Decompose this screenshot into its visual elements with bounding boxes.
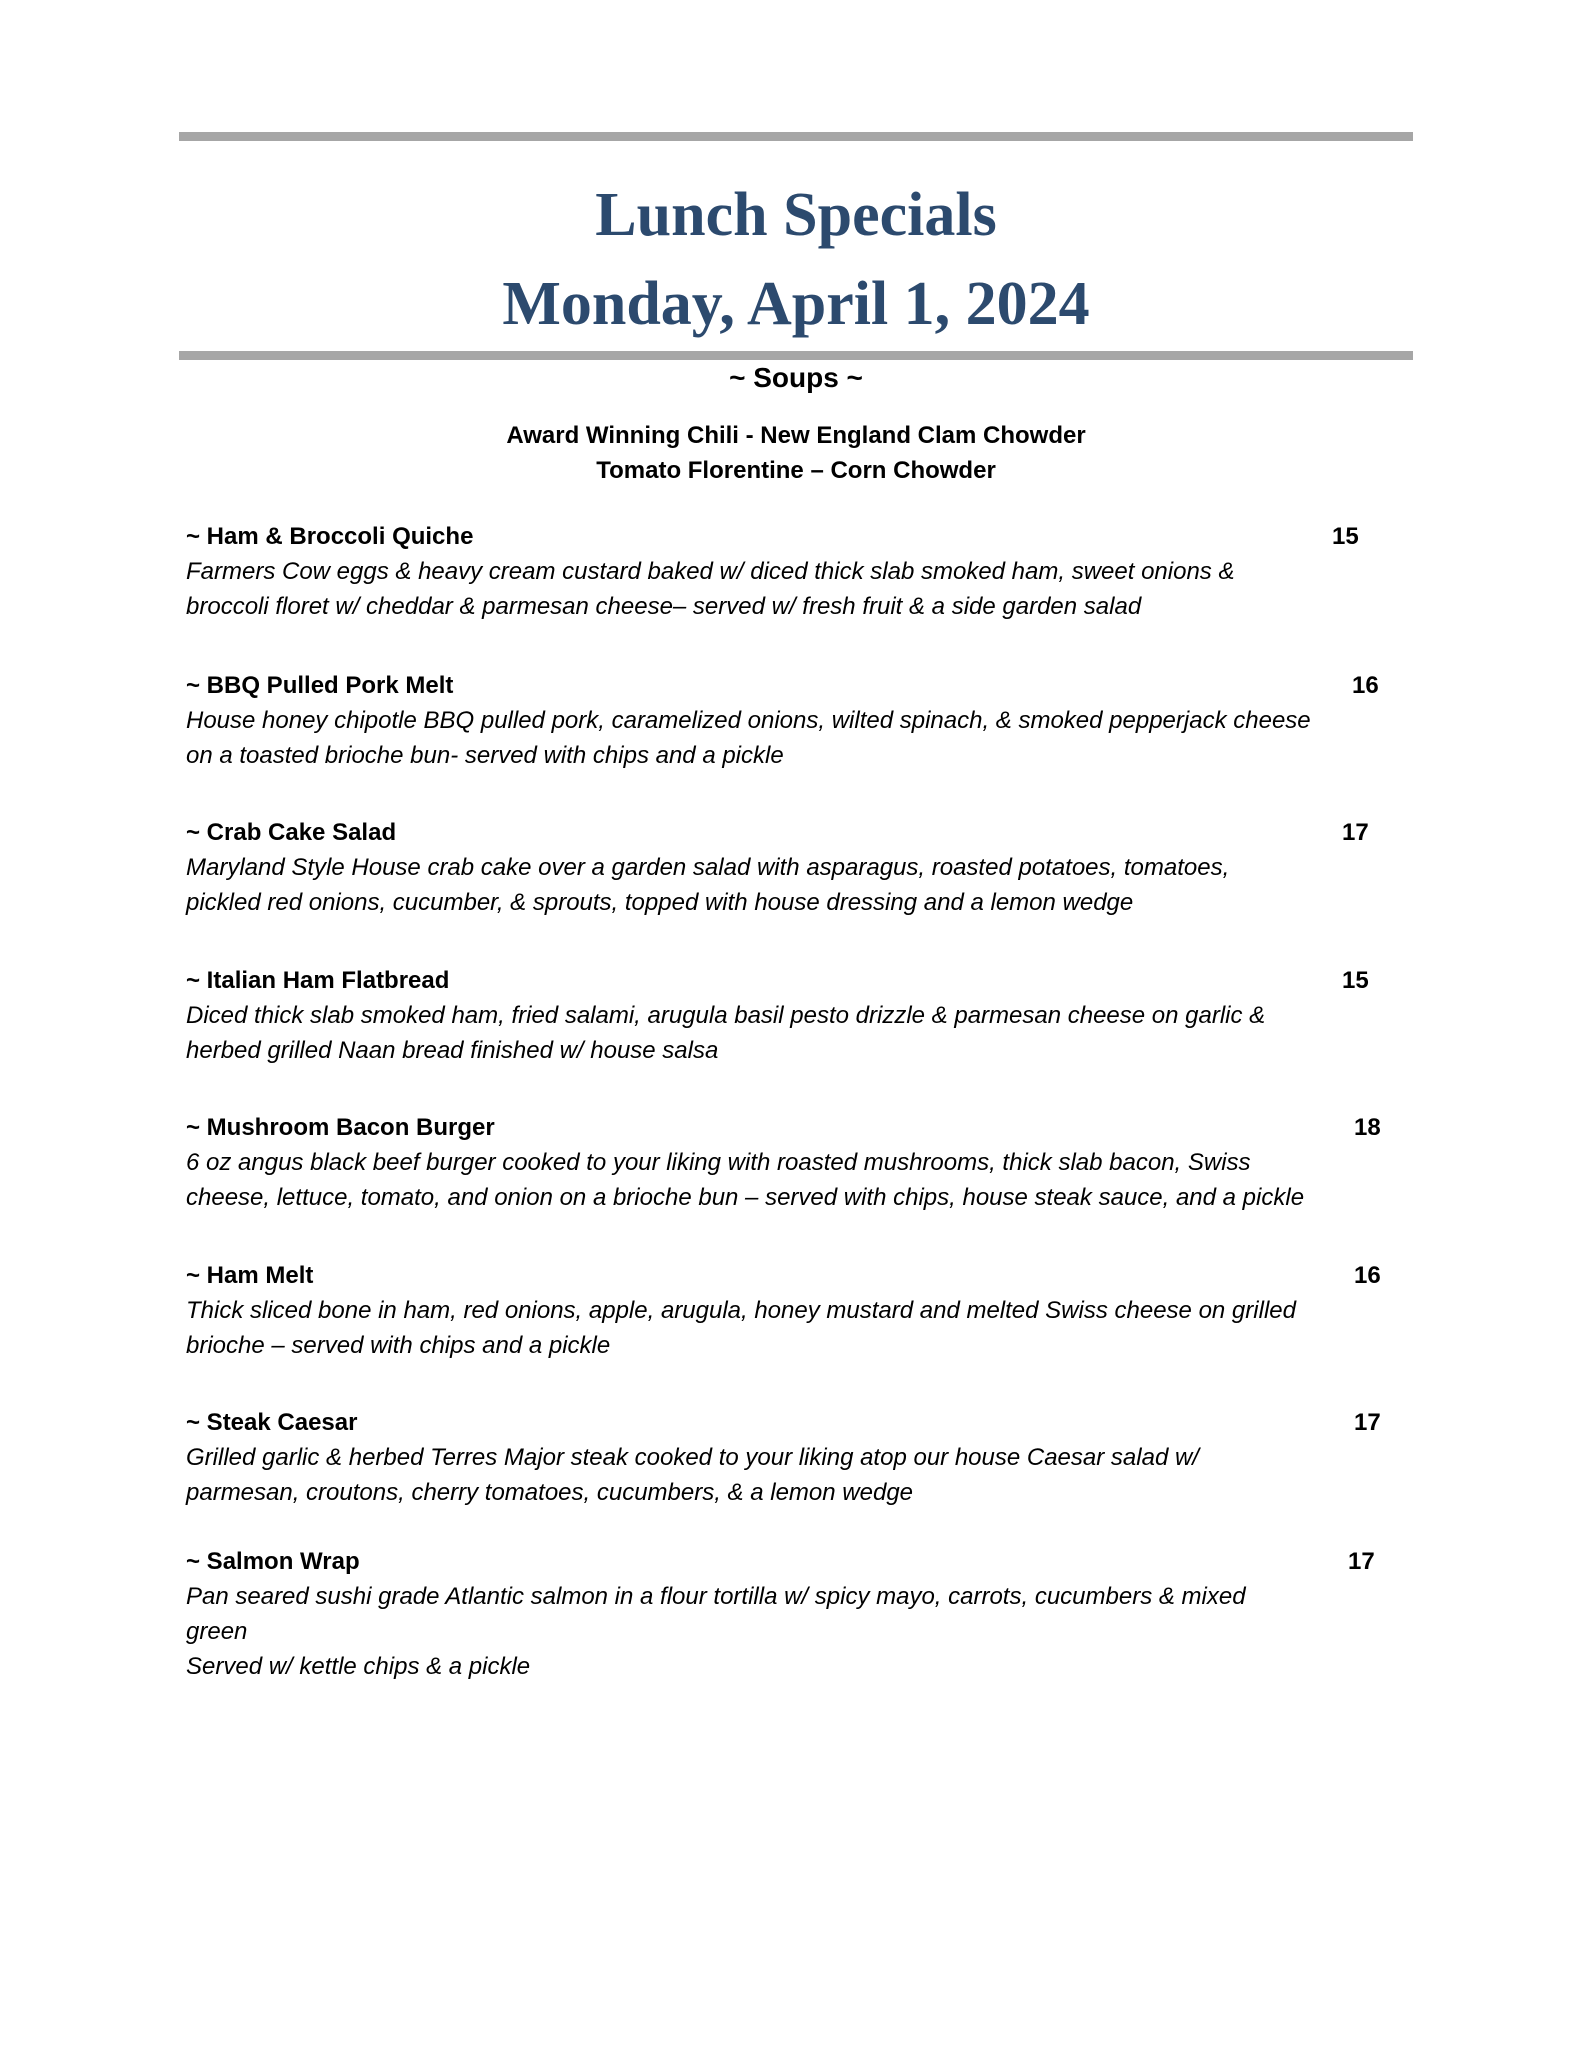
soup-line: Tomato Florentine – Corn Chowder [596, 457, 996, 484]
item-name: ~ BBQ Pulled Pork Melt [186, 672, 454, 699]
description-line: Maryland Style House crab cake over a garden salad with asparagus, roasted potatoes, tomatoes, [186, 854, 1230, 881]
description-line: herbed grilled Naan bread finished w/ house salsa [186, 1037, 719, 1064]
menu-item-mushroom-bacon-burger [186, 1111, 1386, 1259]
item-description [186, 1145, 1396, 1215]
description-line: on a toasted brioche bun- served with chips and a pickle [186, 742, 784, 769]
menu-item-ham-melt [186, 1259, 1386, 1406]
description-line: green [186, 1618, 248, 1645]
bottom-rule [179, 351, 1413, 360]
description-line: brioche – served with chips and a pickle [186, 1332, 611, 1359]
item-description [186, 850, 1396, 920]
description-line: Pan seared sushi grade Atlantic salmon in a flour tortilla w/ spicy mayo, carrots, cucumbers & mixed [186, 1583, 1246, 1610]
item-price: 17 [1342, 819, 1369, 846]
item-price: 16 [1354, 1262, 1381, 1289]
item-description [186, 1579, 1396, 1684]
item-price: 15 [1342, 967, 1369, 994]
menu-item-italian-ham-flatbread [186, 964, 1386, 1111]
item-name: ~ Crab Cake Salad [186, 819, 397, 846]
item-description [186, 998, 1396, 1068]
menu-item-crab-cake-salad [186, 816, 1386, 964]
description-line: 6 oz angus black beef burger cooked to your liking with roasted mushrooms, thick slab bacon, Swiss [186, 1149, 1251, 1176]
description-line: cheese, lettuce, tomato, and onion on a brioche bun – served with chips, house steak sauce, and a pickle [186, 1184, 1305, 1211]
description-line: parmesan, croutons, cherry tomatoes, cucumbers, & a lemon wedge [186, 1479, 914, 1506]
description-line: Thick sliced bone in ham, red onions, apple, arugula, honey mustard and melted Swiss cheese on grilled [186, 1297, 1296, 1324]
page-title: Lunch Specials [595, 181, 997, 249]
menu-date: Monday, April 1, 2024 [502, 270, 1090, 338]
description-line: Served w/ kettle chips & a pickle [186, 1653, 531, 1680]
soups-list [179, 418, 1413, 488]
item-name: ~ Italian Ham Flatbread [186, 967, 450, 994]
description-line: Farmers Cow eggs & heavy cream custard baked w/ diced thick slab smoked ham, sweet onions & [186, 558, 1235, 585]
menu-item-salmon-wrap [186, 1545, 1386, 1684]
description-line: House honey chipotle BBQ pulled pork, caramelized onions, wilted spinach, & smoked pepperjack cheese [186, 707, 1311, 734]
menu-item-ham-broccoli-quiche [186, 520, 1386, 669]
soups-heading: ~ Soups ~ [729, 362, 863, 393]
item-price: 15 [1332, 523, 1359, 550]
item-name: ~ Ham Melt [186, 1262, 314, 1289]
item-name: ~ Mushroom Bacon Burger [186, 1114, 495, 1141]
item-description [186, 1293, 1396, 1363]
description-line: Diced thick slab smoked ham, fried salami, arugula basil pesto drizzle & parmesan cheese on garlic & [186, 1002, 1266, 1029]
menu-item-steak-caesar [186, 1406, 1386, 1545]
description-line: Grilled garlic & herbed Terres Major steak cooked to your liking atop our house Caesar salad w/ [186, 1444, 1199, 1471]
item-price: 18 [1354, 1114, 1381, 1141]
menu-item-bbq-pulled-pork-melt [186, 669, 1386, 816]
item-name: ~ Steak Caesar [186, 1409, 358, 1436]
description-line: pickled red onions, cucumber, & sprouts, topped with house dressing and a lemon wedge [186, 889, 1134, 916]
item-name: ~ Salmon Wrap [186, 1548, 360, 1575]
menu-items [186, 520, 1386, 1684]
item-description [186, 703, 1396, 773]
top-rule [179, 132, 1413, 141]
description-line: broccoli floret w/ cheddar & parmesan cheese– served w/ fresh fruit & a side garden salad [186, 593, 1142, 620]
item-price: 16 [1352, 672, 1379, 699]
soup-line: Award Winning Chili - New England Clam Chowder [506, 422, 1086, 449]
item-price: 17 [1354, 1409, 1381, 1436]
item-name: ~ Ham & Broccoli Quiche [186, 523, 474, 550]
item-price: 17 [1348, 1548, 1375, 1575]
item-description [186, 1440, 1396, 1510]
item-description [186, 554, 1396, 624]
